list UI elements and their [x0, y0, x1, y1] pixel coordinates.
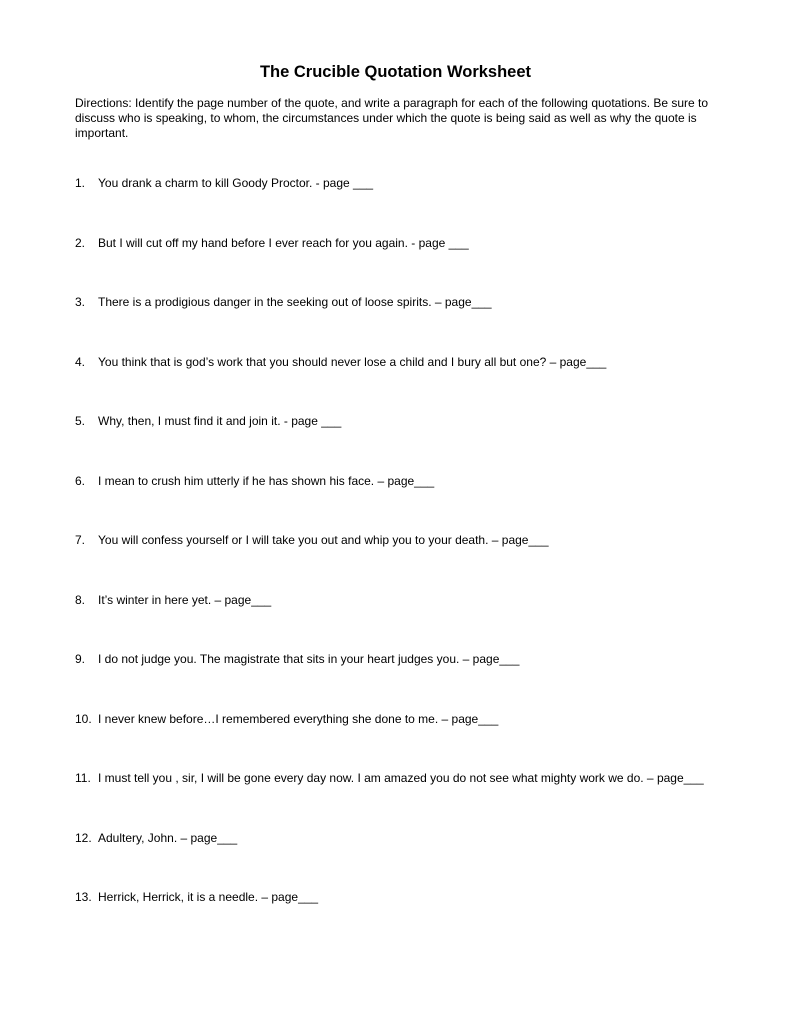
quote-number: 4. — [75, 354, 86, 369]
quote-number: 12. — [75, 830, 92, 845]
directions-text: Directions: Identify the page number of the quote, and write a paragraph for each of the following quotations. Be sure to discuss who is speaking, to whom, the circumstances under which the quote is being said as well as why the quote is important. — [75, 96, 709, 140]
quote-item-11 — [0, 771, 791, 831]
quote-item-13 — [0, 890, 791, 950]
quote-text: I do not judge you. The magistrate that sits in your heart judges you. – page___ — [98, 652, 520, 666]
quote-number: 2. — [75, 235, 86, 250]
quote-number: 10. — [75, 711, 92, 726]
quote-text: You drank a charm to kill Goody Proctor. - page ___ — [98, 176, 374, 190]
quote-item-9 — [0, 652, 791, 712]
quote-item-12 — [0, 831, 791, 891]
quote-item-5 — [0, 414, 791, 474]
quote-text: It’s winter in here yet. – page___ — [98, 592, 272, 607]
quote-item-2 — [0, 236, 791, 296]
quote-text: I must tell you , sir, I will be gone every day now. I am amazed you do not see what mighty work we do. – page___ — [98, 771, 704, 785]
page-title: The Crucible Quotation Worksheet — [259, 63, 532, 81]
quote-text: But I will cut off my hand before I ever reach for you again. - page ___ — [98, 235, 469, 250]
quote-number: 5. — [75, 414, 86, 428]
quote-number: 11. — [75, 771, 91, 785]
quote-text: There is a prodigious danger in the seeking out of loose spirits. – page___ — [98, 295, 492, 309]
quote-text: Herrick, Herrick, it is a needle. – page___ — [98, 890, 319, 904]
quote-text: Why, then, I must find it and join it. - page ___ — [98, 414, 342, 428]
quote-number: 6. — [75, 473, 86, 488]
quote-item-3 — [0, 295, 791, 355]
quote-text: You will confess yourself or I will take you out and whip you to your death. – page___ — [98, 533, 549, 547]
quote-text: You think that is god’s work that you should never lose a child and I bury all but one? – page___ — [98, 354, 607, 369]
quote-item-4 — [0, 355, 791, 415]
quote-item-10 — [0, 712, 791, 772]
quote-number: 1. — [75, 176, 86, 190]
quote-list — [0, 176, 791, 950]
quote-text: Adultery, John. – page___ — [98, 830, 238, 845]
quote-text: I never knew before…I remembered everything she done to me. – page___ — [98, 711, 499, 726]
quote-number: 8. — [75, 592, 86, 607]
quote-number: 9. — [75, 652, 86, 666]
quote-item-6 — [0, 474, 791, 534]
quote-number: 3. — [75, 295, 86, 309]
quote-number: 7. — [75, 533, 86, 547]
quote-number: 13. — [75, 890, 92, 904]
quote-item-1 — [0, 176, 791, 236]
quote-text: I mean to crush him utterly if he has shown his face. – page___ — [98, 473, 435, 488]
quote-item-8 — [0, 593, 791, 653]
quote-item-7 — [0, 533, 791, 593]
